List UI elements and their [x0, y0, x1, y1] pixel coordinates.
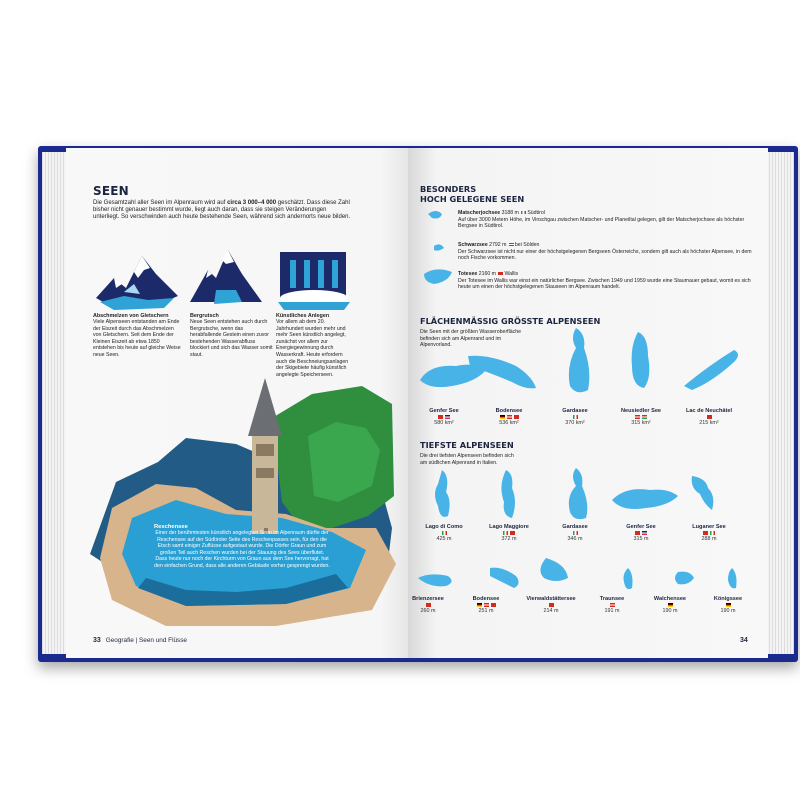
deepest2-6-value: 190 m: [720, 608, 736, 614]
type-glacier-text: Viele Alpenseen entstanden am Ende der Eiszeit durch das Abschmelzen von Gletschern. Seit dem Ende der Kleinen Eiszeit ab etwa 1850 entstehen bis heute auf gleiche Weise neue Seen.: [93, 319, 181, 358]
right-page: [408, 148, 768, 658]
high-lakes-title: [420, 184, 524, 204]
flag-fr-icon: [445, 415, 450, 419]
deepest2-3-value: 214 m: [543, 608, 559, 614]
largest-title: FLÄCHENMÄSSIG GRÖSSTE ALPENSEEN: [420, 316, 601, 326]
left-page: [66, 148, 424, 658]
lake-neusiedler-see-large: [632, 332, 650, 388]
largest-3-name: Gardasee: [562, 408, 588, 414]
flag-it-icon: [710, 531, 715, 535]
lake-maggiore: [501, 470, 515, 518]
high-lake-3-elev: 2160 m: [478, 271, 496, 277]
running-head: Geografie | Seen und Flüsse: [105, 637, 187, 644]
high-lake-2-elev: 2792 m: [489, 242, 507, 248]
deepest2-1-name: Brienzersee: [412, 596, 444, 602]
glacier-illustration: [94, 248, 180, 312]
high-lake-3-text: Der Totesee im Wallis war einst ein natürlicher Bergsee. Zwischen 1949 und 1959 wurde eine Staumauer gebaut, womit es sich heute um einen der höchstgelegenen Stauseen im Alpenraum handelt.: [458, 277, 751, 291]
type-artificial: [276, 313, 354, 378]
type-landslide-title: Bergrutsch: [190, 313, 219, 319]
flag-ch-icon: [438, 415, 443, 419]
largest-4-name: Neusiedler See: [620, 408, 662, 414]
flag-at-icon: [610, 603, 615, 607]
deepest2-6: [697, 596, 759, 614]
type-landslide: [190, 313, 274, 359]
deepest2-5-value: 190 m: [662, 608, 678, 614]
high-lake-2-where: bei Sölden: [514, 242, 540, 248]
deepest2-2-name: Bodensee: [472, 596, 500, 602]
largest-lakes-shapes: [416, 326, 756, 406]
high-lake-1-where: Südtirol: [527, 210, 545, 216]
intro-text: [93, 200, 351, 222]
intro-text-bold: circa 3 000–4 000: [227, 200, 277, 206]
flag-it-icon: [503, 531, 508, 535]
deepest-subtitle: Die drei tiefsten Alpenseen befinden sich am südlichen Alpenrand in Italien.: [420, 453, 514, 466]
largest-2: [474, 408, 544, 426]
flag-at-icon: [635, 415, 640, 419]
largest-subtitle: Die Seen mit der größten Wasseroberfläche befinden sich am Alpenrand und im Alpenvorland.: [420, 329, 522, 349]
high-lake-2: [458, 242, 758, 262]
open-book: [38, 146, 798, 662]
deepest-5-value: 288 m: [701, 536, 717, 542]
high-lake-1: [458, 210, 758, 230]
deepest2-1-value: 260 m: [420, 608, 436, 614]
flag-it-icon: [521, 211, 526, 215]
deepest-lakes-shapes: [416, 466, 756, 526]
deepest2-4-value: 191 m: [604, 608, 620, 614]
lake-como: [435, 470, 450, 517]
deepest2-2-value: 251 m: [478, 608, 494, 614]
deepest2-3: [513, 596, 589, 614]
deepest-2-name: Lago Maggiore: [489, 524, 529, 530]
flag-hu-icon: [642, 415, 647, 419]
dam-illustration: [274, 246, 352, 312]
flag-it-icon: [573, 531, 578, 535]
lake-lugano: [692, 476, 714, 510]
lake-genfer-see-deep: [612, 489, 678, 509]
lake-gardasee-large: [569, 328, 589, 392]
type-glacier-title: Abschmelzen von Gletschern: [93, 313, 169, 319]
deepest-1-value: 425 m: [436, 536, 452, 542]
deepest-3: [540, 524, 610, 542]
largest-3-value: 370 km²: [565, 420, 585, 426]
deepest-lakes-shapes-2: [416, 548, 756, 598]
flag-de-icon: [500, 415, 505, 419]
largest-2-name: Bodensee: [495, 408, 523, 414]
deepest2-4: [581, 596, 643, 614]
deepest2-1: [408, 596, 459, 614]
deepest-2-value: 372 m: [501, 536, 517, 542]
largest-5-value: 215 km²: [699, 420, 719, 426]
deepest-5: [674, 524, 744, 542]
type-artificial-text: Vor allem ab dem 20. Jahrhundert wurden mehr und mehr Seen künstlich angelegt, zunächst vor allem zur Energiegewinnung durch Wasserkraft. Heute erfordern auch die Beschneiungsanlagen der Skigebiete häufig künstlich angelegte Speicherseen.: [276, 319, 349, 378]
high-lake-1-elev: 3188 m: [501, 210, 519, 216]
flag-it-icon: [442, 531, 447, 535]
deepest2-6-name: Königssee: [713, 596, 743, 602]
high-lake-1-name: Matscherjochsee: [458, 210, 501, 216]
section-title: SEEN: [93, 184, 129, 198]
type-glacier: [93, 313, 183, 359]
page-number-left: 33: [93, 637, 101, 644]
deepest-title: TIEFSTE ALPENSEEN: [420, 440, 514, 450]
flag-ch-icon: [703, 531, 708, 535]
deepest2-4-name: Traunsee: [599, 596, 625, 602]
flag-at-icon: [507, 415, 512, 419]
high-lake-3-name: Totesee: [458, 271, 478, 277]
largest-5-name: Lac de Neuchâtel: [685, 408, 732, 414]
flag-at-icon: [509, 243, 514, 247]
deepest-4-name: Genfer See: [626, 524, 656, 530]
largest-5: [674, 408, 744, 426]
reschensee-title: Reschensee: [154, 524, 188, 530]
flag-ch-icon: [635, 531, 640, 535]
largest-1-name: Genfer See: [429, 408, 459, 414]
deepest-1: [409, 524, 479, 542]
type-landslide-text: Neue Seen entstehen auch durch Bergrutsche, wenn das herabfallende Gestein einen zuvor bestehenden Wasserabfluss blockiert und sich das Wasser somit staut.: [190, 319, 273, 358]
largest-1-value: 580 km²: [434, 420, 454, 426]
flag-ch-icon: [498, 272, 503, 276]
deepest-4: [606, 524, 676, 542]
intro-text-end: geschätzt. Dass diese Zahl bisher nicht genauer bestimmt wurde, liegt auch daran, dass sie steigen Veränderungen unterliegt. So verschwinden auch heute bestehende Seen, während sich andernorts neue bilden.: [93, 200, 351, 221]
deepest2-5: [639, 596, 701, 614]
folio-left: [93, 637, 187, 644]
high-lake-2-name: Schwarzsee: [458, 242, 488, 248]
flag-ch-icon: [707, 415, 712, 419]
deepest2-2: [455, 596, 517, 614]
deepest-4-value: 315 m: [633, 536, 649, 542]
largest-2-value: 536 km²: [499, 420, 519, 426]
deepest-1-name: Lago di Como: [425, 524, 463, 530]
flag-fr-icon: [642, 531, 647, 535]
largest-3: [540, 408, 610, 426]
deepest-2: [474, 524, 544, 542]
landslide-illustration: [186, 244, 266, 312]
high-lakes-title-line1: BESONDERS: [420, 184, 477, 194]
flag-de-icon: [477, 603, 482, 607]
high-lakes-shapes: [422, 206, 458, 296]
largest-4-value: 315 km²: [631, 420, 651, 426]
flag-at-icon: [484, 603, 489, 607]
flag-de-icon: [726, 603, 731, 607]
high-lake-2-text: Der Schwarzsee ist nicht nur einer der höchstgelegenen Bergseen Österreichs, sondern gilt auch als höchster Alpensee, in dem noch Fische vorkommen.: [458, 248, 752, 262]
reschensee-caption: [154, 524, 330, 570]
reschensee-text: Einer der berühmtesten künstlich angelegten Seen im Alpenraum dürfte der Reschensee auf der Südtiroler Seite des Reschenpasses sein, für den die Etsch samt einiger Zuflüsse aufgestaut wurde. Die Dörfer Graun und zum großen Teil auch Reschen wurden bei der Stauung des Sees überflutet. Dass heute nur noch der Kirchturm von Graun aus dem See hervorragt, hat den einfachen Grund, dass alle anderen Gebäude vorher gesprengt wurden.: [154, 530, 330, 569]
flag-ch-icon: [510, 531, 515, 535]
deepest-5-name: Luganer See: [692, 524, 726, 530]
high-lake-3: [458, 271, 758, 291]
flag-it-icon: [573, 415, 578, 419]
largest-4: [606, 408, 676, 426]
flag-ch-icon: [549, 603, 554, 607]
flag-ch-icon: [491, 603, 496, 607]
flag-ch-icon: [514, 415, 519, 419]
high-lake-1-text: Auf über 3000 Metern Höhe, im Vinschgau zwischen Matscher- und Planeiltal gelegen, gilt der Matscherjochsee als höchster Bergsee in Südtirol.: [458, 216, 745, 230]
flag-de-icon: [668, 603, 673, 607]
deepest-3-name: Gardasee: [562, 524, 588, 530]
largest-1: [409, 408, 479, 426]
page-number-right: 34: [740, 637, 748, 644]
deepest-3-value: 346 m: [567, 536, 583, 542]
flag-ch-icon: [426, 603, 431, 607]
deepest2-3-name: Vierwaldstättersee: [526, 596, 576, 602]
lake-gardasee-deep: [569, 468, 587, 519]
high-lake-3-where: Wallis: [504, 271, 519, 277]
type-artificial-title: Künstliches Anlegen: [276, 313, 330, 319]
intro-text-start: Die Gesamtzahl aller Seen im Alpenraum wird auf: [93, 200, 228, 206]
high-lakes-title-line2: HOCH GELEGENE SEEN: [420, 194, 525, 204]
reschensee-illustration: [76, 378, 412, 634]
deepest2-5-name: Walchensee: [653, 596, 687, 602]
lake-neuchatel-large: [684, 350, 738, 390]
